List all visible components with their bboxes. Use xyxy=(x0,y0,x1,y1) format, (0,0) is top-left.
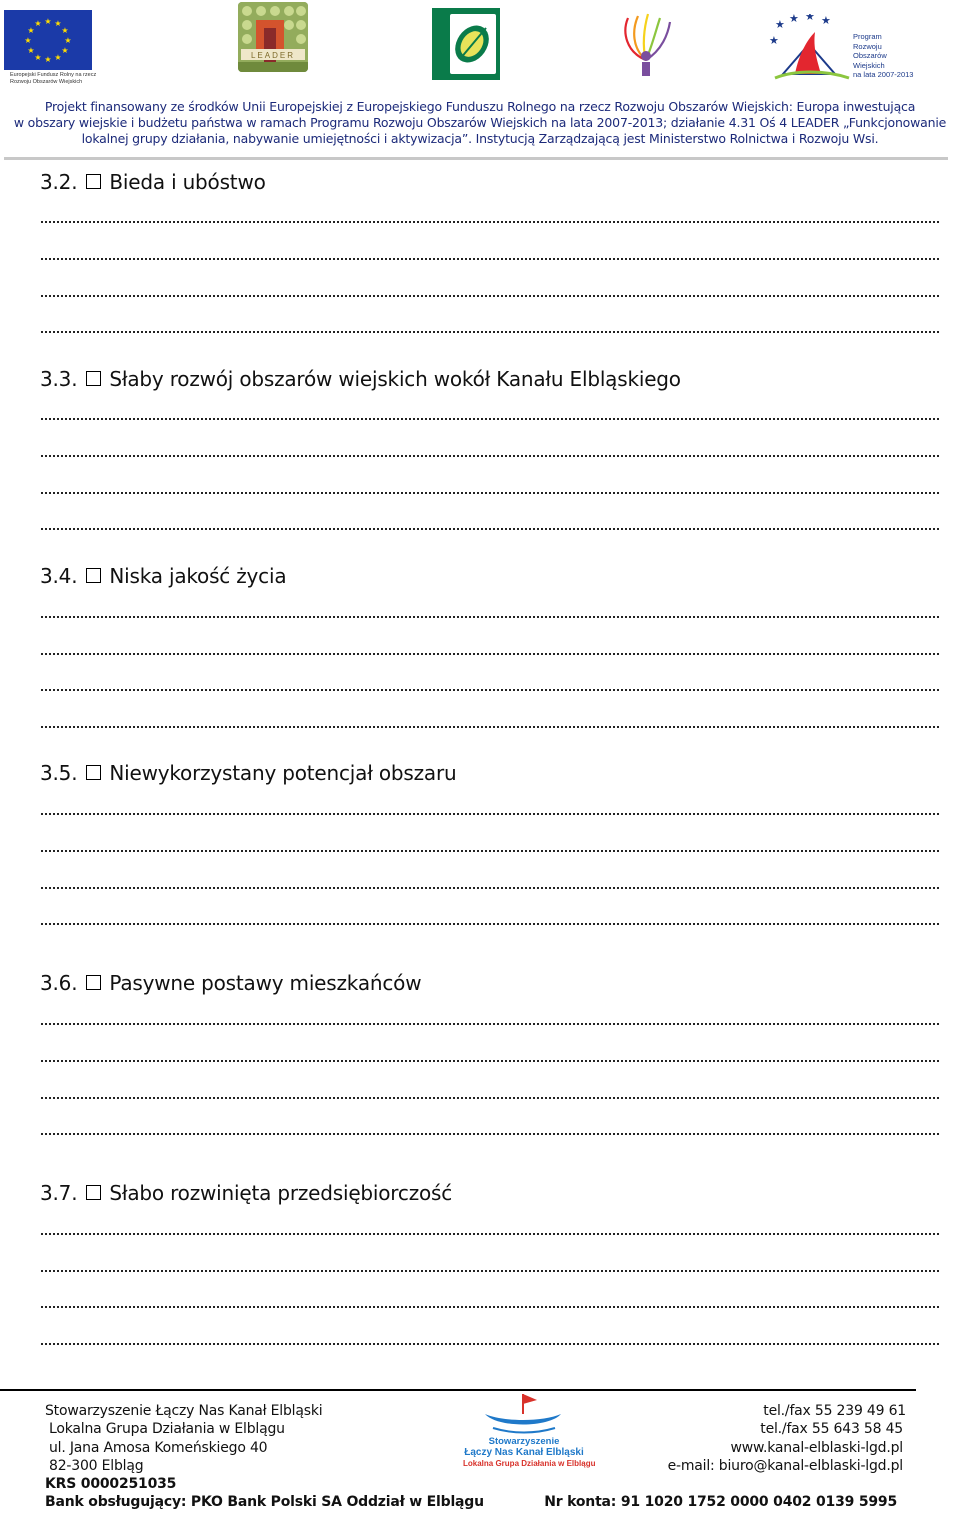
checkbox-icon[interactable] xyxy=(86,1185,101,1200)
funding-note-line: Projekt finansowany ze środków Unii Europejskiej z Europejskiego Funduszu Rolnego na rzecz Rozwoju Obszarów Wiejskich: Europa inwestująca xyxy=(44,99,916,114)
section-label: Słaby rozwój obszarów wiejskich wokół Kanału Elbląskiego xyxy=(109,367,681,391)
svg-text:★: ★ xyxy=(61,26,69,35)
page-header xyxy=(0,0,960,162)
svg-text:★: ★ xyxy=(64,36,72,45)
header-divider xyxy=(4,157,948,160)
svg-text:★: ★ xyxy=(44,17,52,26)
svg-text:★: ★ xyxy=(44,55,52,64)
svg-text:★: ★ xyxy=(769,34,779,47)
footer-krs: KRS 0000251035 xyxy=(45,1476,177,1492)
footer-bank: Bank obsługujący: PKO Bank Polski SA Oddział w Elblągu xyxy=(45,1494,484,1510)
svg-text:★: ★ xyxy=(61,46,69,55)
dotted-answer-line[interactable] xyxy=(40,491,940,495)
footer-org-name: Stowarzyszenie Łączy Nas Kanał Elbląski xyxy=(45,1403,323,1419)
section-label: Pasywne postawy mieszkańców xyxy=(109,971,422,995)
section-number: 3.7. xyxy=(40,1181,78,1205)
leader-leaf-icon xyxy=(450,14,496,74)
svg-text:★: ★ xyxy=(805,14,815,23)
dotted-answer-line[interactable] xyxy=(40,527,940,531)
prow-logo xyxy=(765,14,914,84)
svg-text:★: ★ xyxy=(34,19,42,28)
footer-website-link[interactable]: www.kanal-elblaski-lgd.pl xyxy=(730,1440,903,1456)
prow-info-logo xyxy=(616,12,676,78)
section-number: 3.6. xyxy=(40,971,78,995)
section-heading xyxy=(40,564,286,588)
section-number: 3.2. xyxy=(40,170,78,194)
dotted-answer-line[interactable] xyxy=(40,886,940,890)
footer-city: 82-300 Elbląg xyxy=(49,1458,144,1474)
svg-text:★: ★ xyxy=(54,19,62,28)
dotted-answer-line[interactable] xyxy=(40,1232,940,1236)
checkbox-icon[interactable] xyxy=(86,975,101,990)
section-heading xyxy=(40,170,266,194)
dotted-answer-line[interactable] xyxy=(40,330,940,334)
section-number: 3.5. xyxy=(40,761,78,785)
prow-logo-text-line: Rozwoju xyxy=(853,41,882,51)
prow-logo-text-line: Obszarów xyxy=(853,51,887,60)
svg-text:★: ★ xyxy=(27,26,35,35)
svg-text:★: ★ xyxy=(24,36,32,45)
section-heading xyxy=(40,1181,452,1205)
footer-lgd-name: Lokalna Grupa Działania w Elblągu xyxy=(49,1421,285,1437)
footer-phone-2: tel./fax 55 643 58 45 xyxy=(760,1421,903,1437)
leader-green-logo xyxy=(432,8,500,80)
dotted-answer-line[interactable] xyxy=(40,1022,940,1026)
lgd-logo-line: Lokalna Grupa Działania w Elblągu xyxy=(463,1459,596,1468)
eu-logo-caption xyxy=(10,72,96,86)
dotted-answer-line[interactable] xyxy=(40,454,940,458)
lgd-logo-line: Łączy Nas Kanał Elbląski xyxy=(464,1447,584,1458)
svg-text:★: ★ xyxy=(821,14,831,27)
dotted-answer-line[interactable] xyxy=(40,417,940,421)
leader-logo xyxy=(238,2,308,72)
dotted-answer-line[interactable] xyxy=(40,652,940,656)
funding-note-line: w obszary wiejskie i budżetu państwa w ramach Programu Rozwoju Obszarów Wiejskich na lata 2007-2013; działanie 4.31 Oś 4 LEADER „Funkcjonowanie xyxy=(13,115,947,130)
checkbox-icon[interactable] xyxy=(86,568,101,583)
section-heading xyxy=(40,367,681,391)
footer-divider xyxy=(0,1389,916,1391)
footer-account-number: Nr konta: 91 1020 1752 0000 0402 0139 5995 xyxy=(544,1494,897,1510)
svg-text:★: ★ xyxy=(27,46,35,55)
eu-flag-logo xyxy=(4,10,97,86)
dotted-answer-line[interactable] xyxy=(40,1132,940,1136)
section-label: Słabo rozwinięta przedsiębiorczość xyxy=(109,1181,453,1205)
leader-logo-text: LEADER xyxy=(250,51,296,60)
section-label: Niska jakość życia xyxy=(109,564,287,588)
lgd-boat-icon xyxy=(463,1392,585,1436)
eu-logo-caption-line: Rozwoju Obszarów Wiejskich xyxy=(10,79,83,85)
section-number: 3.3. xyxy=(40,367,78,391)
footer-street: ul. Jana Amosa Komeńskiego 40 xyxy=(49,1440,268,1456)
dotted-answer-line[interactable] xyxy=(40,812,940,816)
prow-logo-text-line: na lata 2007-2013 xyxy=(853,70,914,79)
lgd-logo-line: Stowarzyszenie xyxy=(488,1436,560,1447)
svg-text:★: ★ xyxy=(54,53,62,62)
section-label: Bieda i ubóstwo xyxy=(109,170,266,194)
funding-note-line: lokalnej grupy działania, nabywanie umiejętności i aktywizacja”. Instytucją Zarządzającą jest Ministerstwo Rolnictwa i Rozwoju Wsi. xyxy=(81,131,879,146)
prow-logo-text xyxy=(853,32,913,80)
svg-text:★: ★ xyxy=(775,18,785,31)
checkbox-icon[interactable] xyxy=(86,371,101,386)
svg-text:★: ★ xyxy=(789,14,799,25)
checkbox-icon[interactable] xyxy=(86,174,101,189)
dotted-answer-line[interactable] xyxy=(40,1059,940,1063)
dotted-answer-line[interactable] xyxy=(40,922,940,926)
dotted-answer-line[interactable] xyxy=(40,294,940,298)
dotted-answer-line[interactable] xyxy=(40,220,940,224)
dotted-answer-line[interactable] xyxy=(40,1342,940,1346)
prow-logo-text-line: Program xyxy=(853,32,882,41)
dotted-answer-line[interactable] xyxy=(40,725,940,729)
section-number: 3.4. xyxy=(40,564,78,588)
section-heading xyxy=(40,761,456,785)
dotted-answer-line[interactable] xyxy=(40,1305,940,1309)
section-heading xyxy=(40,971,421,995)
footer-phone-1: tel./fax 55 239 49 61 xyxy=(763,1403,906,1419)
dotted-answer-line[interactable] xyxy=(40,615,940,619)
prow-logo-text-line: Wiejskich xyxy=(853,60,885,70)
eu-logo-caption-line: Europejski Fundusz Rolny na rzecz xyxy=(10,72,97,78)
dotted-answer-line[interactable] xyxy=(40,1096,940,1100)
dotted-answer-line[interactable] xyxy=(40,849,940,853)
svg-text:★: ★ xyxy=(34,53,42,62)
eu-flag-icon xyxy=(4,10,92,70)
lgd-logo xyxy=(463,1392,596,1472)
dotted-answer-line[interactable] xyxy=(40,1269,940,1273)
footer-email-link[interactable]: e-mail: biuro@kanal-elblaski-lgd.pl xyxy=(667,1458,903,1474)
dotted-answer-line[interactable] xyxy=(40,688,940,692)
checkbox-icon[interactable] xyxy=(86,765,101,780)
dotted-answer-line[interactable] xyxy=(40,257,940,261)
section-label: Niewykorzystany potencjał obszaru xyxy=(109,761,457,785)
